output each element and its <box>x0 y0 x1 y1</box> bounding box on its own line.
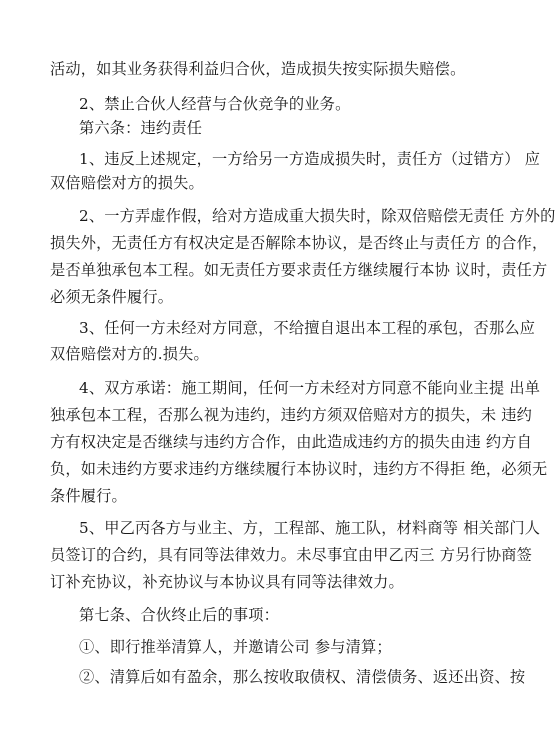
text-line: 2、禁止合伙人经营与合伙竞争的业务。 <box>79 95 351 113</box>
section-heading: 第七条、合伙终止后的事项： <box>79 606 280 624</box>
text-line: 员签订的合约，具有同等法律效力。未尽事宜由甲乙丙三 方另行协商签 <box>50 546 533 564</box>
text-line: 负，如未违约方要求违约方继续履行本协议时，违约方不得拒 绝，必须无 <box>50 460 548 478</box>
text-line: 必须无条件履行。 <box>50 288 174 306</box>
text-line: 条件履行。 <box>50 487 127 505</box>
text-line: 活动，如其业务获得利益归合伙，造成损失按实际损失赔偿。 <box>50 60 466 78</box>
text-line: ②、清算后如有盈余，那么按收取债权、清偿债务、返还出资、按 <box>79 668 526 686</box>
text-line: 5、甲乙丙各方与业主、方，工程部、施工队，材料商等 相关部门人 <box>79 519 541 537</box>
text-line: 双倍赔偿对方的.损失。 <box>50 345 209 363</box>
section-heading: 第六条：违约责任 <box>79 119 203 137</box>
text-line: 2、一方弄虚作假，给对方造成重大损失时，除双倍赔偿无责任 方外的 <box>79 207 556 225</box>
text-line: 双倍赔偿对方的损失。 <box>50 174 204 192</box>
text-line: 4、双方承诺：施工期间，任何一方未经对方同意不能向业主提 出单 <box>79 379 541 397</box>
text-line: 独承包本工程，否那么视为违约，违约方须双倍赔对方的损失，未 违约 <box>50 406 533 424</box>
text-line: 方有权决定是否继续与违约方合作，由此造成违约方的损失由违 约方自 <box>50 433 533 451</box>
text-line: 3、任何一方未经对方同意，不给擅自退出本工程的承包，否那么应 <box>79 319 536 337</box>
text-line: 是否单独承包本工程。如无责任方要求责任方继续履行本协 议时，责任方 <box>50 261 548 279</box>
text-line: 订补充协议，补充协议与本协议具有同等法律效力。 <box>50 573 404 591</box>
text-line: 损失外，无责任方有权决定是否解除本协议，是否终止与责任方 的合作， <box>50 234 548 252</box>
text-line: 1、违反上述规定，一方给另一方造成损失时，责任方（过错方） 应 <box>79 150 541 168</box>
text-line: ①、即行推举清算人，并邀请公司 参与清算； <box>79 638 392 656</box>
